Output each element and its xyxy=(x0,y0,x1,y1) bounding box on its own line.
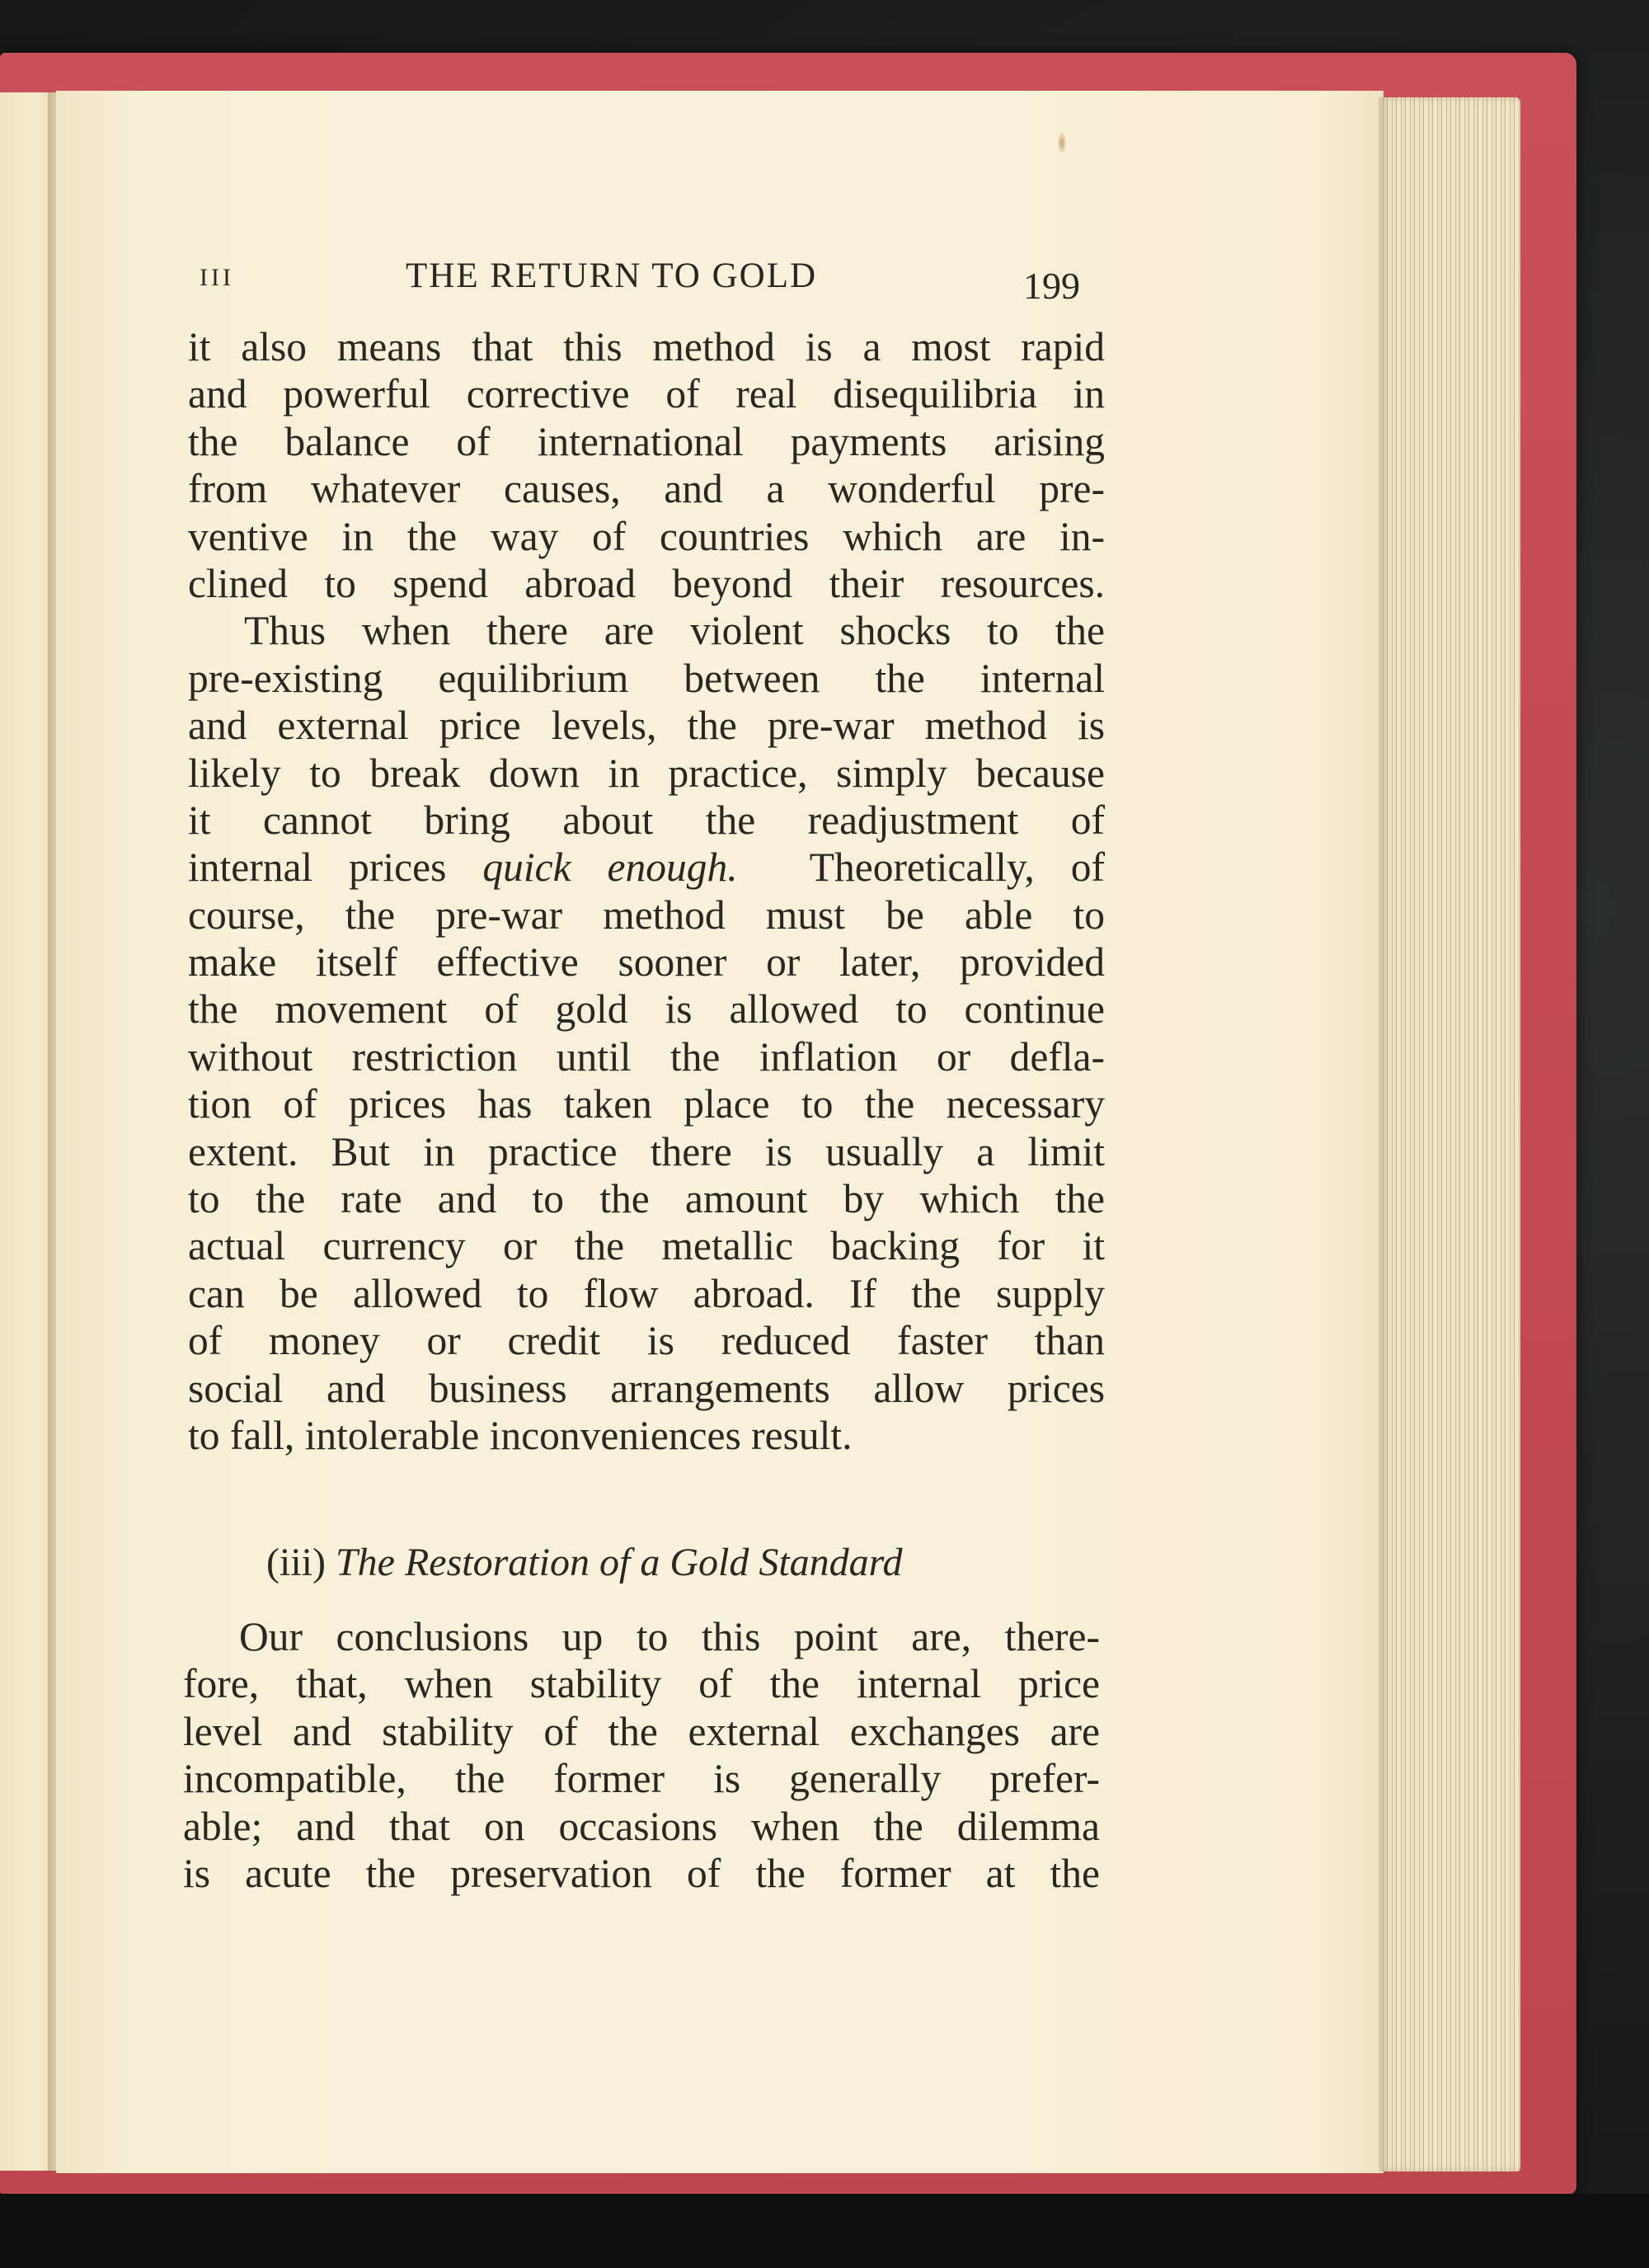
text-line: of money or credit is reduced faster than xyxy=(188,1318,1105,1364)
text-line: ventive in the way of countries which are in- xyxy=(188,513,1105,559)
paragraph xyxy=(188,607,1105,1459)
text-line: fore, that, when stability of the internal price xyxy=(183,1661,1100,1707)
text-line: course, the pre-war method must be able to xyxy=(188,892,1105,938)
italic-emphasis: quick enough. xyxy=(482,845,738,891)
facing-page-edge xyxy=(0,92,53,2171)
text-line: extent. But in practice there is usually a limit xyxy=(188,1128,1105,1174)
body-text-continued xyxy=(183,1613,1100,1897)
text-line: it cannot bring about the readjustment of xyxy=(188,797,1105,843)
bottom-shadow xyxy=(0,2194,1649,2268)
running-head xyxy=(195,246,1110,307)
text-line: the movement of gold is allowed to continue xyxy=(188,986,1105,1033)
text-line: Our conclusions up to this point are, there- xyxy=(239,1614,1100,1659)
text-line: is acute the preservation of the former at the xyxy=(183,1850,1100,1896)
section-number: (iii) xyxy=(266,1541,326,1584)
text-line: Thus when there are violent shocks to the xyxy=(244,608,1105,654)
text-line: clined to spend abroad beyond their resources. xyxy=(188,560,1105,606)
text-line: social and business arrangements allow prices xyxy=(188,1365,1105,1411)
text-line: it also means that this method is a most rapid xyxy=(188,324,1105,369)
text-line: from whatever causes, and a wonderful pre- xyxy=(188,466,1105,512)
text-line: level and stability of the external exchanges are xyxy=(183,1708,1100,1754)
page-block-edges xyxy=(1379,97,1520,2172)
text-line: and external price levels, the pre-war method is xyxy=(188,703,1105,749)
text-line: likely to break down in practice, simply because xyxy=(188,750,1105,796)
text-line: to fall, intolerable inconveniences result. xyxy=(188,1412,853,1458)
chapter-number: III xyxy=(200,264,234,291)
text-line: make itself effective sooner or later, provided xyxy=(188,939,1105,986)
text-line: incompatible, the former is generally prefer- xyxy=(183,1756,1100,1802)
section-title: The Restoration of a Gold Standard xyxy=(335,1541,903,1584)
text-line: to the rate and to the amount by which the xyxy=(188,1176,1105,1222)
paper-stain xyxy=(1058,132,1066,153)
text-line: and powerful corrective of real disequilibria in xyxy=(188,371,1105,417)
text-line: actual currency or the metallic backing for it xyxy=(188,1223,1105,1269)
text-line: able; and that on occasions when the dilemma xyxy=(183,1803,1100,1849)
text-segment: internal prices xyxy=(188,845,483,891)
page-number: 199 xyxy=(1023,265,1080,307)
section-heading xyxy=(266,1540,903,1585)
running-title: THE RETURN TO GOLD xyxy=(406,256,818,295)
text-line: tion of prices has taken place to the necessary xyxy=(188,1081,1105,1127)
paragraph xyxy=(188,323,1105,607)
text-line: can be allowed to flow abroad. If the supply xyxy=(188,1270,1105,1316)
text-line: without restriction until the inflation or defla- xyxy=(188,1033,1105,1080)
text-segment: Theoretically, of xyxy=(737,845,1105,891)
body-text xyxy=(188,323,1105,1459)
paragraph xyxy=(183,1613,1100,1897)
text-line: pre-existing equilibrium between the internal xyxy=(188,655,1105,701)
text-line: the balance of international payments arising xyxy=(188,418,1105,464)
text-line-with-italic xyxy=(188,844,1105,891)
